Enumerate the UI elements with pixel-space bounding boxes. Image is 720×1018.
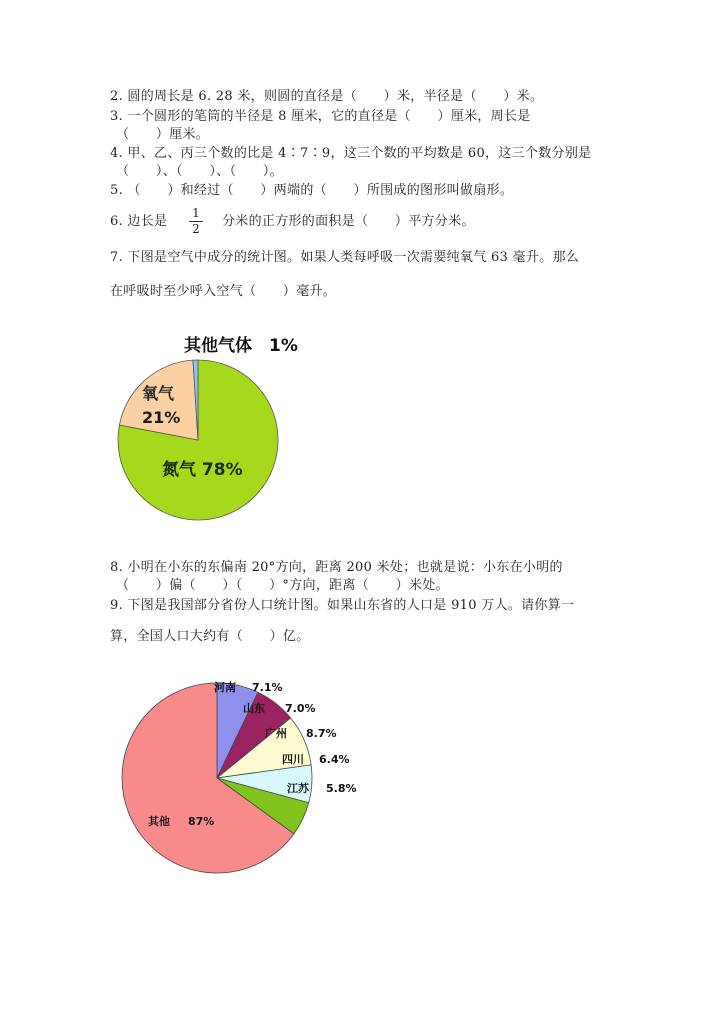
question-7-line2: 在呼吸时至少呼入空气（ ）毫升。 [110,284,337,299]
air-composition-pie-chart [110,325,350,530]
question-4-line2: （ ）、（ ）、（ ）。 [116,164,284,179]
question-6-prefix: 6. 边长是 [110,214,168,229]
henan-name-label: 河南 [214,681,236,694]
fraction-one-half [189,207,203,236]
fraction-denominator: 2 [192,222,200,236]
question-4-line1: 4. 甲、乙、丙三个数的比是 4∶7∶9，这三个数的平均数是 60，这三个数分别是 [110,146,592,161]
question-8-line1: 8. 小明在小东的东偏南 20°方向，距离 200 米处；也就是说：小东在小明的 [110,560,563,575]
question-7-line1: 7. 下图是空气中成分的统计图。如果人类每呼吸一次需要纯氧气 63 毫升。那么 [110,250,580,265]
other-percent-label: 87% [188,815,215,828]
question-6-suffix: 分米的正方形的面积是（ ）平方分米。 [222,214,475,229]
question-3-line1: 3. 一个圆形的笔筒的半径是 8 厘米，它的直径是（ ）厘米，周长是 [110,109,531,124]
question-2: 2. 圆的周长是 6. 28 米，则圆的直径是（ ）米，半径是（ ）米。 [110,89,544,104]
question-9-line1: 9. 下图是我国部分省份人口统计图。如果山东省的人口是 910 万人。请你算一 [110,598,575,613]
shandong-percent-label: 7.0% [285,702,316,715]
question-9-line2: 算，全国人口大约有（ ）亿。 [110,629,310,644]
guangzhou-percent-label: 8.7% [306,727,337,740]
question-5: 5. （ ）和经过（ ）两端的（ ）所围成的图形叫做扇形。 [110,183,514,198]
jiangsu-percent-label: 5.8% [326,782,357,795]
henan-percent-label: 7.1% [252,681,283,694]
sichuan-name-label: 四川 [282,753,304,766]
guangzhou-name-label: 广州 [265,727,287,740]
jiangsu-name-label: 江苏 [287,782,309,795]
oxygen-name-label: 氧气 [142,384,175,403]
shandong-name-label: 山东 [243,702,265,715]
question-8-line2: （ ）偏（ ）（ ）°方向，距离（ ）米处。 [116,578,449,593]
other-gas-label: 其他气体 1% [184,336,298,356]
oxygen-percent-label: 21% [142,408,181,427]
other-name-label: 其他 [148,815,170,828]
fraction-numerator: 1 [192,206,200,220]
sichuan-percent-label: 6.4% [319,753,350,766]
question-3-line2: （ ）厘米。 [116,127,210,142]
population-pie-chart [110,670,380,885]
nitrogen-label: 氮气 78% [162,460,243,480]
